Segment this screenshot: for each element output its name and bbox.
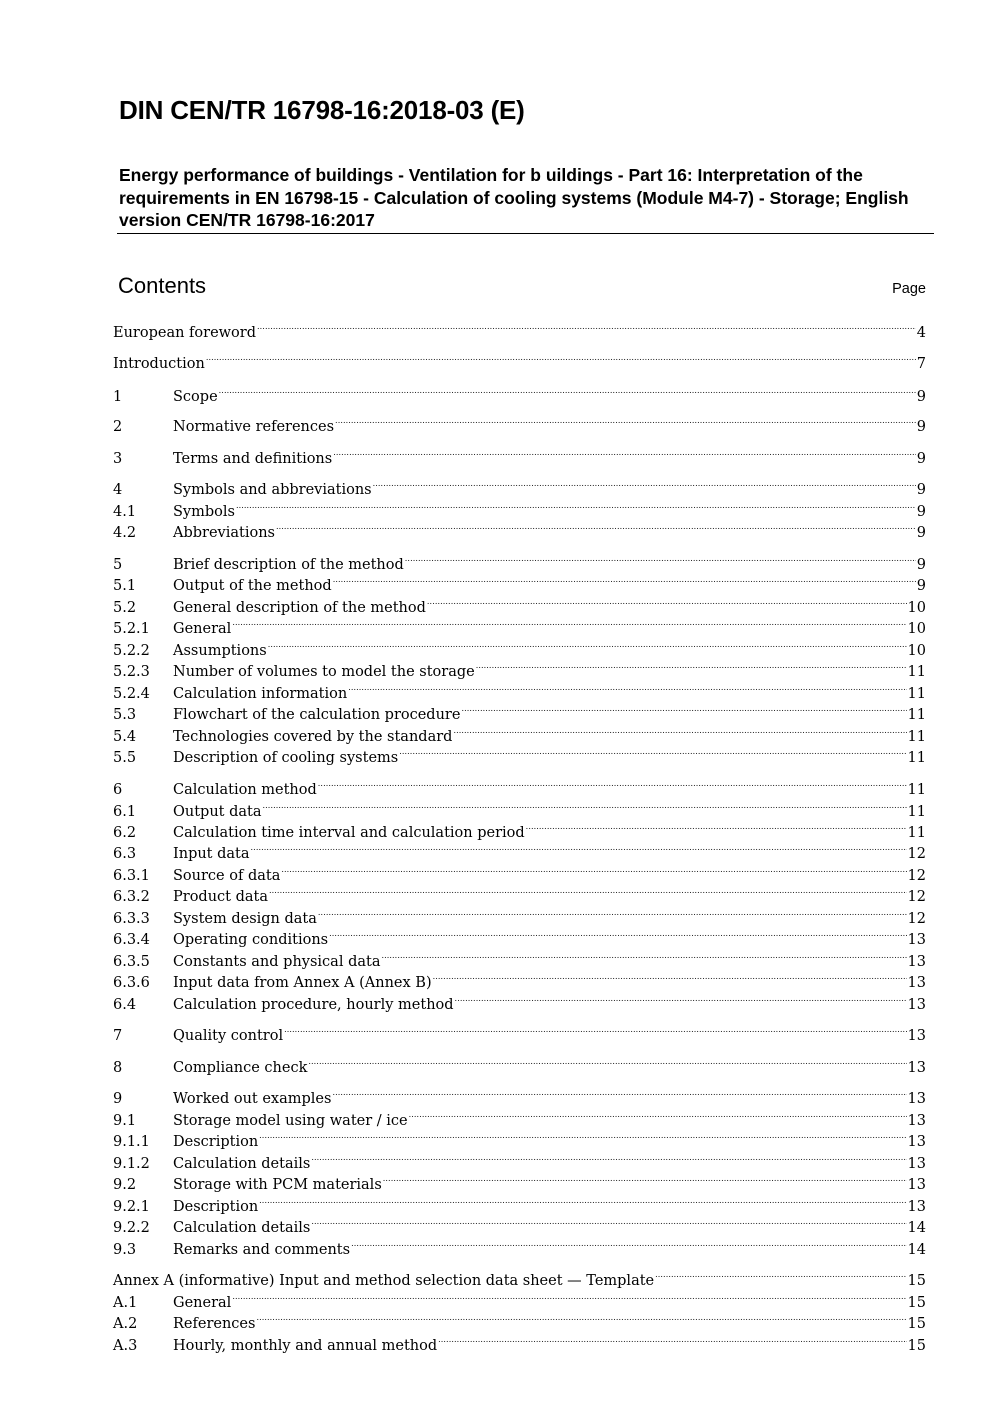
toc-entry-number: A.2: [113, 1316, 138, 1332]
toc-entry-number: 5.2.2: [113, 643, 150, 659]
toc-entry-title: Source of data: [173, 868, 281, 884]
toc-entry-page: 13: [907, 932, 926, 948]
toc-entry-title: Hourly, monthly and annual method: [173, 1338, 438, 1354]
toc-entry[interactable]: [113, 1234, 926, 1258]
toc-entry[interactable]: [113, 381, 926, 405]
toc-entry-page: 15: [907, 1295, 926, 1311]
toc-entry-title: Abbreviations: [173, 525, 275, 541]
toc-entry-title: Symbols and abbreviations: [173, 482, 372, 498]
toc-entry[interactable]: [113, 517, 926, 541]
toc-entry-number: 6.1: [113, 804, 137, 820]
toc-entry-title: Quality control: [173, 1028, 284, 1044]
toc-dot-leader: [259, 1191, 906, 1211]
toc-dot-leader: [318, 903, 907, 923]
toc-entry-title: Remarks and comments: [173, 1242, 351, 1258]
toc-entry[interactable]: [113, 678, 926, 702]
toc-entry-page: 13: [907, 1091, 926, 1107]
toc-entry-number: 6.3: [113, 846, 137, 862]
toc-entry-title: Product data: [173, 889, 268, 905]
toc-entry[interactable]: [113, 1169, 926, 1193]
toc-entry-page: 13: [907, 1028, 926, 1044]
toc-entry-number: 5.4: [113, 729, 137, 745]
toc-entry-number: 5.2.1: [113, 621, 150, 637]
toc-entry-number: 6.4: [113, 997, 137, 1013]
toc-dot-leader: [383, 1169, 907, 1189]
toc-entry[interactable]: [113, 1020, 926, 1044]
toc-entry-page: 11: [907, 804, 926, 820]
toc-dot-leader: [333, 443, 916, 463]
toc-entry-number: 6.3.2: [113, 889, 150, 905]
toc-entry-page: 12: [907, 889, 926, 905]
toc-entry[interactable]: [113, 796, 926, 820]
toc-entry-title: Output data: [173, 804, 262, 820]
toc-entry[interactable]: [113, 1148, 926, 1172]
toc-entry-title: Calculation method: [173, 782, 317, 798]
toc-dot-leader: [236, 496, 916, 516]
toc-entry-title: Description: [173, 1134, 259, 1150]
contents-heading: Contents: [118, 273, 207, 298]
toc-entry-title: General: [173, 621, 232, 637]
toc-entry-page: 9: [916, 419, 926, 435]
toc-dot-leader: [433, 967, 907, 987]
toc-entry[interactable]: [113, 721, 926, 745]
toc-entry-page: 9: [916, 578, 926, 594]
toc-entry[interactable]: [113, 1052, 926, 1076]
toc-entry[interactable]: [113, 989, 926, 1013]
toc-entry-page: 10: [907, 621, 926, 637]
toc-dot-leader: [438, 1330, 906, 1350]
toc-entry[interactable]: [113, 549, 926, 573]
toc-entry-title: Flowchart of the calculation procedure: [173, 707, 461, 723]
toc-entry-number: 5.3: [113, 707, 137, 723]
toc-entry-page: 9: [916, 525, 926, 541]
toc-entry[interactable]: [113, 613, 926, 637]
toc-entry-number: 1: [113, 389, 123, 405]
toc-dot-leader: [311, 1148, 906, 1168]
document-id: DIN CEN/TR 16798-16:2018-03 (E): [119, 95, 525, 125]
toc-entry-page: 11: [907, 782, 926, 798]
toc-entry[interactable]: [113, 860, 926, 884]
toc-entry-number: 5: [113, 557, 123, 573]
toc-entry-title: Storage with PCM materials: [173, 1177, 382, 1193]
toc-entry-page: 13: [907, 975, 926, 991]
toc-entry-number: 8: [113, 1060, 123, 1076]
toc-entry-number: 4.2: [113, 525, 137, 541]
toc-dot-leader: [335, 411, 916, 431]
toc-entry[interactable]: [113, 774, 926, 798]
toc-entry-page: 15: [907, 1338, 926, 1354]
toc-entry-title: Calculation details: [173, 1220, 311, 1236]
toc-dot-leader: [232, 1287, 906, 1307]
toc-entry-number: A.3: [113, 1338, 138, 1354]
toc-entry-title: Constants and physical data: [173, 954, 381, 970]
toc-dot-leader: [284, 1020, 906, 1040]
toc-entry-title: Symbols: [173, 504, 235, 520]
toc-entry-title: References: [173, 1316, 256, 1332]
toc-entry-title: Introduction: [113, 356, 205, 372]
toc-dot-leader: [381, 946, 906, 966]
toc-dot-leader: [308, 1052, 906, 1072]
toc-entry-number: 7: [113, 1028, 123, 1044]
toc-entry[interactable]: [113, 656, 926, 680]
toc-dot-leader: [453, 721, 906, 741]
toc-entry[interactable]: [113, 838, 926, 862]
toc-dot-leader: [268, 635, 907, 655]
toc-entry[interactable]: [113, 1126, 926, 1150]
toc-entry-title: Input data: [173, 846, 250, 862]
toc-entry[interactable]: [113, 924, 926, 948]
toc-entry-page: 13: [907, 1156, 926, 1172]
toc-entry-title: General: [173, 1295, 232, 1311]
toc-dot-leader: [455, 989, 907, 1009]
toc-entry-title: Annex A (informative) Input and method selection data sheet — Template: [113, 1273, 655, 1289]
toc-entry-title: Technologies covered by the standard: [173, 729, 453, 745]
toc-entry-title: Calculation procedure, hourly method: [173, 997, 454, 1013]
toc-entry-page: 13: [907, 997, 926, 1013]
toc-entry-title: Number of volumes to model the storage: [173, 664, 475, 680]
toc-entry-title: Terms and definitions: [173, 451, 333, 467]
toc-entry[interactable]: [113, 592, 926, 616]
toc-entry[interactable]: [113, 699, 926, 723]
title-divider: [117, 233, 934, 234]
toc-entry-number: 9: [113, 1091, 123, 1107]
toc-entry[interactable]: [113, 1191, 926, 1215]
toc-dot-leader: [348, 678, 906, 698]
toc-entry[interactable]: [113, 443, 926, 467]
toc-entry[interactable]: [113, 1308, 926, 1332]
toc-entry[interactable]: [113, 411, 926, 435]
toc-entry-page: 11: [907, 750, 926, 766]
toc-dot-leader: [232, 613, 906, 633]
toc-dot-leader: [373, 474, 916, 494]
toc-entry[interactable]: [113, 474, 926, 498]
toc-entry-title: Normative references: [173, 419, 335, 435]
toc-entry-page: 9: [916, 504, 926, 520]
toc-entry-page: 13: [907, 1113, 926, 1129]
toc-entry-number: 6.3.3: [113, 911, 150, 927]
toc-entry-title: Output of the method: [173, 578, 332, 594]
toc-dot-leader: [409, 1105, 907, 1125]
toc-entry[interactable]: [113, 742, 926, 766]
toc-entry-page: 14: [907, 1220, 926, 1236]
toc-dot-leader: [257, 317, 916, 337]
toc-dot-leader: [655, 1265, 906, 1285]
toc-entry-title: Calculation information: [173, 686, 348, 702]
toc-entry-page: 10: [907, 643, 926, 659]
toc-entry-page: 4: [916, 325, 926, 341]
toc-dot-leader: [311, 1212, 906, 1232]
toc-entry-title: Worked out examples: [173, 1091, 332, 1107]
toc-entry[interactable]: [113, 496, 926, 520]
toc-entry-page: 10: [907, 600, 926, 616]
toc-entry[interactable]: [113, 317, 926, 341]
toc-entry-title: System design data: [173, 911, 317, 927]
toc-entry-number: 5.2: [113, 600, 137, 616]
toc-entry[interactable]: [113, 348, 926, 372]
toc-dot-leader: [351, 1234, 906, 1254]
toc-dot-leader: [318, 774, 907, 794]
toc-dot-leader: [281, 860, 906, 880]
toc-dot-leader: [461, 699, 906, 719]
page-column-heading: Page: [892, 281, 926, 297]
toc-entry[interactable]: [113, 635, 926, 659]
toc-entry-title: European foreword: [113, 325, 257, 341]
toc-entry-number: 5.2.3: [113, 664, 150, 680]
toc-entry-page: 12: [907, 868, 926, 884]
toc-entry[interactable]: [113, 1330, 926, 1354]
toc-entry-number: 6.2: [113, 825, 137, 841]
toc-dot-leader: [399, 742, 906, 762]
toc-entry-title: Scope: [173, 389, 218, 405]
toc-dot-leader: [256, 1308, 906, 1328]
toc-entry-title: Operating conditions: [173, 932, 329, 948]
toc-entry[interactable]: [113, 1287, 926, 1311]
toc-entry-page: 12: [907, 911, 926, 927]
toc-entry-page: 13: [907, 1177, 926, 1193]
toc-entry-title: Input data from Annex A (Annex B): [173, 975, 432, 991]
toc-entry-number: 9.1: [113, 1113, 137, 1129]
toc-entry-number: 4.1: [113, 504, 137, 520]
toc-entry[interactable]: [113, 946, 926, 970]
toc-entry-number: 9.1.1: [113, 1134, 150, 1150]
toc-entry-number: 6.3.6: [113, 975, 150, 991]
toc-dot-leader: [263, 796, 907, 816]
toc-entry-number: 9.3: [113, 1242, 137, 1258]
toc-entry-number: 9.2.1: [113, 1199, 150, 1215]
toc-dot-leader: [332, 1083, 906, 1103]
toc-entry-title: Description: [173, 1199, 259, 1215]
toc-entry[interactable]: [113, 967, 926, 991]
toc-entry-page: 9: [916, 389, 926, 405]
toc-entry-number: 6.3.4: [113, 932, 150, 948]
toc-entry-number: 6: [113, 782, 123, 798]
toc-entry-title: Storage model using water / ice: [173, 1113, 408, 1129]
toc-entry[interactable]: [113, 817, 926, 841]
toc-entry-number: A.1: [113, 1295, 138, 1311]
toc-entry-page: 13: [907, 1199, 926, 1215]
toc-entry-number: 6.3.1: [113, 868, 150, 884]
toc-entry-title: Description of cooling systems: [173, 750, 399, 766]
toc-entry[interactable]: [113, 1083, 926, 1107]
toc-dot-leader: [526, 817, 907, 837]
toc-entry-number: 9.1.2: [113, 1156, 150, 1172]
toc-entry-page: 9: [916, 451, 926, 467]
toc-entry[interactable]: [113, 1265, 926, 1289]
toc-entry-title: General description of the method: [173, 600, 426, 616]
toc-entry-number: 5.1: [113, 578, 137, 594]
toc-entry-page: 11: [907, 686, 926, 702]
toc-entry-number: 2: [113, 419, 123, 435]
toc-entry[interactable]: [113, 1212, 926, 1236]
toc-entry-page: 12: [907, 846, 926, 862]
toc-entry-title: Calculation time interval and calculation period: [173, 825, 525, 841]
toc-entry-title: Assumptions: [173, 643, 267, 659]
toc-dot-leader: [206, 348, 916, 368]
toc-entry-page: 11: [907, 664, 926, 680]
toc-entry-number: 4: [113, 482, 123, 498]
toc-entry-page: 9: [916, 557, 926, 573]
toc-entry-page: 9: [916, 482, 926, 498]
toc-entry-page: 7: [916, 356, 926, 372]
toc-entry-title: Brief description of the method: [173, 557, 404, 573]
toc-dot-leader: [427, 592, 907, 612]
toc-dot-leader: [476, 656, 907, 676]
toc-dot-leader: [219, 381, 916, 401]
toc-entry[interactable]: [113, 570, 926, 594]
toc-dot-leader: [329, 924, 906, 944]
toc-entry-number: 9.2: [113, 1177, 137, 1193]
toc-entry-number: 5.2.4: [113, 686, 150, 702]
toc-entry-page: 15: [907, 1316, 926, 1332]
toc-dot-leader: [276, 517, 916, 537]
toc-entry-page: 13: [907, 1060, 926, 1076]
toc-entry-page: 13: [907, 954, 926, 970]
toc-entry-page: 11: [907, 729, 926, 745]
toc-dot-leader: [333, 570, 916, 590]
toc-entry-title: Calculation details: [173, 1156, 311, 1172]
toc-entry[interactable]: [113, 903, 926, 927]
toc-entry-number: 5.5: [113, 750, 137, 766]
toc-entry-page: 14: [907, 1242, 926, 1258]
toc-entry-number: 3: [113, 451, 123, 467]
toc-entry-page: 11: [907, 707, 926, 723]
toc-entry[interactable]: [113, 881, 926, 905]
toc-entry[interactable]: [113, 1105, 926, 1129]
toc-entry-page: 11: [907, 825, 926, 841]
toc-dot-leader: [269, 881, 907, 901]
toc-dot-leader: [405, 549, 916, 569]
document-title: Energy performance of buildings - Ventilation for b uildings - Part 16: Interpretation of the requirements in EN 16798-15 - Calculation of cooling systems (Module M4-7) - Storage; English version CEN/TR 16798-16:2017: [119, 165, 909, 230]
toc-entry-title: Compliance check: [173, 1060, 308, 1076]
toc-dot-leader: [251, 838, 907, 858]
toc-dot-leader: [259, 1126, 906, 1146]
toc-entry-page: 15: [907, 1273, 926, 1289]
toc-entry-number: 9.2.2: [113, 1220, 150, 1236]
toc-entry-number: 6.3.5: [113, 954, 150, 970]
toc-entry-page: 13: [907, 1134, 926, 1150]
